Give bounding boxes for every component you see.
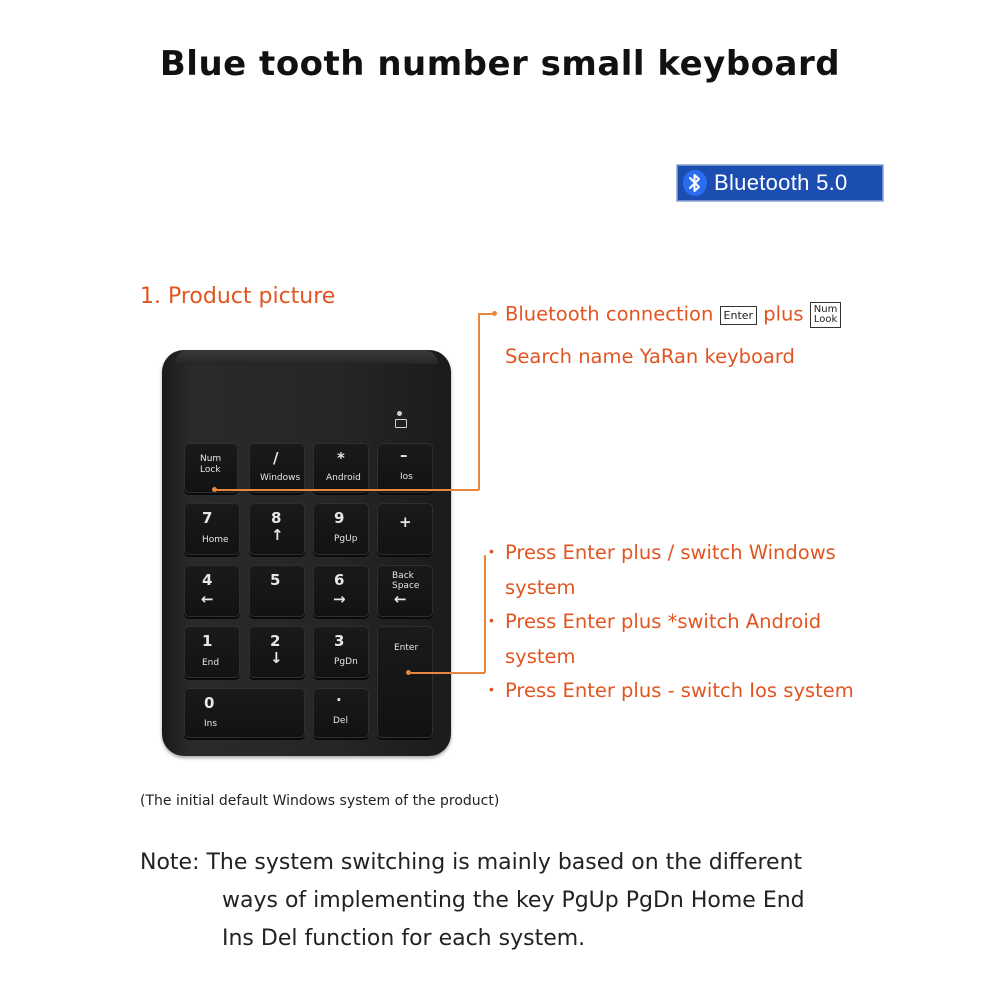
key-6[interactable] bbox=[313, 565, 369, 617]
switch-note-windows-line1: Press Enter plus / switch Windows bbox=[505, 541, 836, 564]
key-label: 6 bbox=[334, 571, 345, 589]
key-0[interactable] bbox=[184, 688, 305, 738]
key-label: ↓ bbox=[270, 649, 283, 667]
key-label: → bbox=[333, 590, 346, 608]
note-line-2: ways of implementing the key PgUp PgDn Home End bbox=[222, 888, 805, 913]
key-label: Enter bbox=[394, 643, 419, 653]
key-enter[interactable] bbox=[377, 626, 433, 738]
section-heading: 1. Product picture bbox=[140, 284, 336, 309]
battery-indicator-icon bbox=[395, 419, 407, 428]
connection-text: Bluetooth connection bbox=[505, 302, 714, 326]
key-label: End bbox=[202, 658, 220, 668]
key-label: PgUp bbox=[334, 534, 358, 544]
key-label: 9 bbox=[334, 509, 345, 527]
key-label: Back bbox=[392, 571, 414, 581]
key-9[interactable] bbox=[313, 503, 369, 555]
key-decimal[interactable] bbox=[313, 688, 369, 738]
key-label: Lock bbox=[200, 465, 221, 475]
key-label: Del bbox=[333, 716, 348, 726]
key-minus[interactable] bbox=[377, 443, 433, 493]
key-numlock[interactable] bbox=[184, 443, 238, 493]
numlock-keycap-icon bbox=[810, 302, 842, 328]
key-label: 4 bbox=[202, 571, 213, 589]
key-label: Ins bbox=[204, 719, 218, 729]
switch-note-windows-line2: system bbox=[505, 576, 576, 599]
key-label: Windows bbox=[260, 473, 301, 483]
key-label: ↑ bbox=[271, 526, 284, 544]
key-label: ← bbox=[394, 590, 407, 608]
key-2[interactable] bbox=[249, 626, 305, 678]
switch-note-android-line1: Press Enter plus *switch Android bbox=[505, 610, 822, 633]
key-label: ← bbox=[201, 590, 214, 608]
leader-dot bbox=[492, 311, 497, 316]
key-1[interactable] bbox=[184, 626, 240, 678]
key-label: PgDn bbox=[334, 657, 358, 667]
key-label: 7 bbox=[202, 509, 213, 527]
switch-note-ios: Press Enter plus - switch Ios system bbox=[505, 679, 854, 702]
note-line-3: Ins Del function for each system. bbox=[222, 926, 586, 951]
leader-line bbox=[408, 672, 485, 674]
key-label: Android bbox=[326, 473, 361, 483]
bluetooth-badge bbox=[676, 164, 884, 202]
key-label: 3 bbox=[334, 632, 345, 650]
bullet-icon: • bbox=[489, 543, 494, 559]
key-label: Space bbox=[392, 581, 420, 591]
key-asterisk[interactable] bbox=[313, 443, 369, 493]
key-label: 1 bbox=[202, 632, 213, 650]
led-indicator-icon bbox=[397, 411, 402, 416]
search-name-text: Search name YaRan keyboard bbox=[505, 345, 795, 368]
leader-line bbox=[214, 489, 479, 491]
bluetooth-icon bbox=[683, 170, 707, 196]
enter-keycap-label: Enter bbox=[723, 308, 754, 322]
connection-instruction bbox=[505, 302, 841, 328]
leader-line bbox=[478, 313, 492, 315]
note-line-1: Note: The system switching is mainly based on the different bbox=[140, 850, 803, 875]
switch-note-android-line2: system bbox=[505, 645, 576, 668]
key-label: 8 bbox=[271, 509, 282, 527]
key-label: 5 bbox=[270, 571, 281, 589]
numlock-keycap-line1: Num bbox=[813, 304, 838, 315]
leader-line bbox=[478, 313, 480, 490]
plus-text: plus bbox=[763, 302, 804, 326]
key-4[interactable] bbox=[184, 565, 240, 617]
bullet-icon: • bbox=[489, 681, 494, 697]
leader-line bbox=[484, 555, 486, 673]
key-label: Home bbox=[202, 535, 229, 545]
page-title: Blue tooth number small keyboard bbox=[159, 44, 841, 84]
key-label: . bbox=[336, 687, 342, 705]
key-8[interactable] bbox=[249, 503, 305, 555]
key-label: 2 bbox=[270, 632, 281, 650]
key-label: – bbox=[400, 446, 408, 464]
key-slash[interactable] bbox=[249, 443, 305, 493]
key-label: + bbox=[399, 513, 412, 531]
key-label: 0 bbox=[204, 694, 215, 712]
key-5[interactable] bbox=[249, 565, 305, 617]
key-label: / bbox=[273, 449, 279, 467]
key-label: Num bbox=[200, 454, 222, 464]
key-plus[interactable] bbox=[377, 503, 433, 555]
bluetooth-version-label: Bluetooth 5.0 bbox=[714, 170, 848, 195]
numlock-keycap-line2: Look bbox=[813, 314, 838, 325]
key-label: * bbox=[337, 449, 345, 467]
key-3[interactable] bbox=[313, 626, 369, 678]
key-label: Ios bbox=[400, 472, 413, 482]
keyboard-top-edge bbox=[175, 350, 438, 364]
key-7[interactable] bbox=[184, 503, 240, 555]
bullet-icon: • bbox=[489, 612, 494, 628]
caption: (The initial default Windows system of the product) bbox=[140, 793, 500, 809]
key-backspace[interactable] bbox=[377, 565, 433, 617]
enter-keycap-icon bbox=[720, 306, 758, 325]
